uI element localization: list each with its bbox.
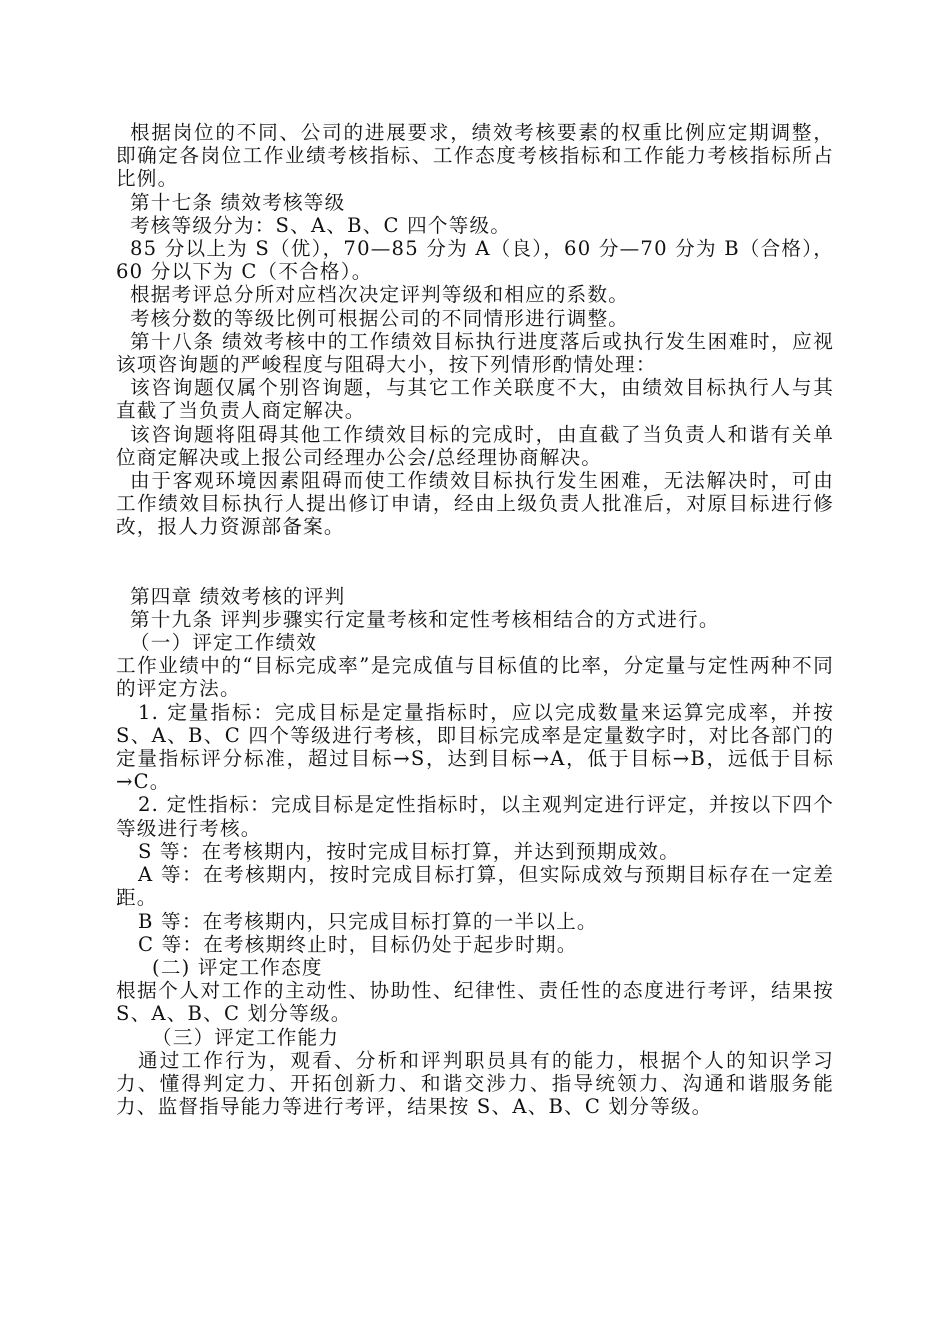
section-2-heading: (二) 评定工作态度 <box>152 955 323 979</box>
grade-a-description: A 等：在考核期内，按时完成目标打算，但实际成效与预期目标存在一定差距。 <box>116 863 834 910</box>
completion-rate-definition: 工作业绩中的“目标完成率”是完成值与目标值的比率，分定量与定性两种不同的评定方法。 <box>116 654 834 701</box>
chapter-4-heading: 第四章 绩效考核的评判 <box>130 584 346 608</box>
grade-score-ranges: 85 分以上为 S（优），70—85 分为 A（良），60 分—70 分为 B（合格），60 分以下为 C（不合格）。 <box>116 237 834 284</box>
section-1-heading: （一）评定工作绩效 <box>130 631 318 655</box>
grade-levels: 考核等级分为：S、A、B、C 四个等级。 <box>130 213 512 237</box>
article-18-heading: 第十八条 绩效考核中的工作绩效目标执行进度落后或执行发生困难时，应视该项咨询题的严峻程度与阻碍大小，按下列情形酌情处理： <box>116 329 834 377</box>
quantitative-indicator: 1. 定量指标：完成目标是定量指标时，应以完成数量来运算完成率，并按 S、A、B、C 四个等级进行考核，即目标完成率是定量数字时，对比各部门的定量指标评分标准，超过目标→S，达到目标→A，低于目标→B，远低于目标→C。 <box>116 700 834 794</box>
work-ability-description: 通过工作行为，观看、分析和评判职员具有的能力，根据个人的知识学习力、懂得判定力、开拓创新力、和谐交涉力、指导统领力、沟通和谐服务能力、监督指导能力等进行考评，结果按 S、A、B、C 划分等级。 <box>116 1048 834 1119</box>
article-19-heading: 第十九条 评判步骤实行定量考核和定性考核相结合的方式进行。 <box>130 607 720 631</box>
case-affects-others: 该咨询题将阻碍其他工作绩效目标的完成时，由直截了当负责人和谐有关单位商定解决或上报公司经理办公会/总经理协商解决。 <box>116 422 834 469</box>
section-3-heading: （三）评定工作能力 <box>152 1025 340 1049</box>
grade-ratio-adjustment: 考核分数的等级比例可根据公司的不同情形进行调整。 <box>130 306 630 330</box>
paragraph-weight-ratio: 根据岗位的不同、公司的进展要求，绩效考核要素的权重比例应定期调整，即确定各岗位工作业绩考核指标、工作态度考核指标和工作能力考核指标所占比例。 <box>116 121 834 191</box>
document-page <box>116 121 834 1118</box>
grade-b-description: B 等：在考核期内，只完成目标打算的一半以上。 <box>138 909 598 933</box>
case-objective-factors: 由于客观环境因素阻碍而使工作绩效目标执行发生困难，无法解决时，可由工作绩效目标执行人提出修订申请，经由上级负责人批准后，对原目标进行修改，报人力资源部备案。 <box>116 469 834 539</box>
grade-c-description: C 等：在考核期终止时，目标仍处于起步时期。 <box>138 932 578 956</box>
grade-coefficient: 根据考评总分所对应档次决定评判等级和相应的系数。 <box>130 283 630 307</box>
grade-s-description: S 等：在考核期内，按时完成目标打算，并达到预期成效。 <box>138 839 680 863</box>
work-attitude-description: 根据个人对工作的主动性、协助性、纪律性、责任性的态度进行考评，结果按 S、A、B、C 划分等级。 <box>116 979 834 1026</box>
case-individual-issue: 该咨询题仅属个别咨询题，与其它工作关联度不大，由绩效目标执行人与其直截了当负责人商定解决。 <box>116 376 834 423</box>
qualitative-indicator: 2. 定性指标：完成目标是定性指标时，以主观判定进行评定，并按以下四个等级进行考核。 <box>116 793 834 840</box>
paragraph-spacer <box>116 539 834 585</box>
article-17-heading: 第十七条 绩效考核等级 <box>130 190 346 214</box>
